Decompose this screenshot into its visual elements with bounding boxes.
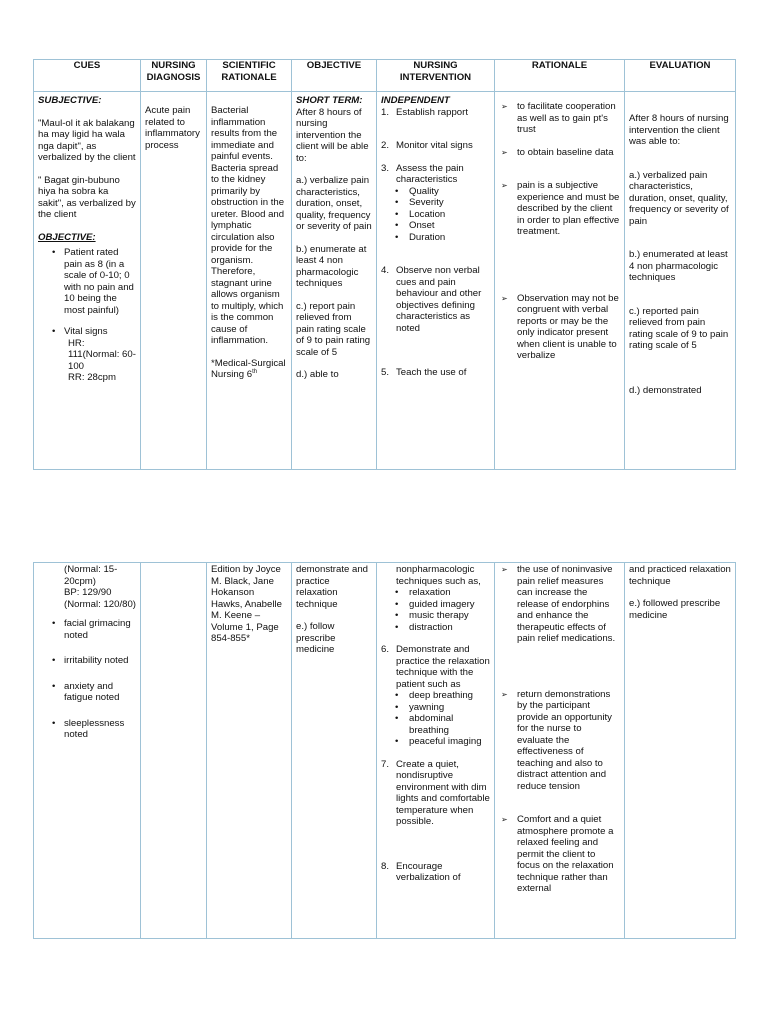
table-row — [34, 563, 736, 939]
independent-label: INDEPENDENT — [381, 95, 450, 106]
subjective-quote-2: " Bagat gin-bubuno hiya ha sobra ka sakit", as verbalized by the client — [38, 174, 136, 220]
scientific-rationale-cell — [207, 563, 292, 939]
rationale-cell — [495, 563, 625, 939]
objective-intro: After 8 hours of nursing intervention the client will be able to: — [296, 106, 369, 164]
care-plan-table-page-1 — [33, 59, 736, 470]
evaluation-e: e.) followed prescribe medicine — [629, 598, 721, 621]
nursing-diagnosis-text: Acute pain related to inflammatory process — [145, 105, 200, 151]
intervention-cell — [377, 563, 495, 939]
objective-cues-label: OBJECTIVE: — [38, 231, 96, 243]
evaluation-cell — [625, 92, 736, 470]
evaluation-b: b.) enumerated at least 4 non pharmacologic techniques — [629, 249, 728, 283]
list-item: • music therapy — [409, 610, 490, 622]
short-term-label: SHORT TERM: — [296, 95, 363, 106]
objective-cues-list — [38, 247, 136, 384]
header-evaluation: EVALUATION — [625, 60, 736, 92]
scientific-rationale-cell — [207, 92, 292, 470]
intervention-1: 1. Establish rapport — [381, 106, 468, 118]
list-item: • irritability noted — [64, 655, 136, 667]
list-item: • anxiety and fatigue noted — [64, 681, 136, 704]
nonpharmacologic-list — [381, 587, 490, 633]
list-item: • guided imagery — [409, 599, 490, 611]
list-item: • Patient rated pain as 8 (in a scale of 0-10; 0 with no pain and 10 being the most painful) — [64, 247, 136, 316]
evaluation-d: d.) demonstrated — [629, 384, 702, 396]
objective-b: b.) enumerate at least 4 non pharmacologic techniques — [296, 243, 367, 289]
heart-rate: HR: 111(Normal: 60-100 — [68, 337, 136, 372]
list-item: • sleeplessness noted — [64, 718, 136, 741]
vital-signs-label: Vital signs — [64, 326, 108, 337]
subjective-label: SUBJECTIVE: — [38, 95, 102, 106]
intervention-6: 6. Demonstrate and practice the relaxation technique with the patient such as — [381, 644, 490, 690]
header-nursing-intervention: NURSING INTERVENTION — [377, 60, 495, 92]
header-rationale: RATIONALE — [495, 60, 625, 92]
objective-c: c.) report pain relieved from pain rating scale of 9 to pain rating scale of 5 — [296, 300, 371, 358]
evaluation-d-cont: and practiced relaxation technique — [629, 564, 731, 587]
rr-normal: (Normal: 15-20cpm) — [64, 564, 118, 587]
list-item: • abdominal breathing — [409, 713, 490, 736]
header-cues: CUES — [34, 60, 141, 92]
list-item: • Severity — [409, 197, 490, 209]
reference-text: Edition by Joyce M. Black, Jane Hokanson Hawks, Anabelle M. Keene – Volume 1, Page 854-855* — [211, 564, 282, 644]
list-item: • Duration — [409, 232, 490, 244]
diagnosis-cell — [141, 563, 207, 939]
evaluation-c: c.) reported pain relieved from pain rating scale of 9 to pain rating scale of 5 — [629, 305, 729, 351]
cues-cell — [34, 92, 141, 470]
rationale-cell — [495, 92, 625, 470]
list-item: • facial grimacing noted — [64, 618, 136, 641]
list-item: • distraction — [409, 622, 490, 634]
intervention-2: 2. Monitor vital signs — [381, 140, 473, 151]
blood-pressure: BP: 129/90 — [64, 587, 112, 598]
bp-normal: (Normal: 120/80) — [64, 598, 136, 610]
cues-cell — [34, 563, 141, 939]
rationale-6: ➢ return demonstrations by the participant provide an opportunity for the nurse to evaluate the effectiveness of teaching and also to distract attention and reduce tension — [499, 689, 620, 793]
list-item: • deep breathing — [409, 690, 490, 702]
header-row — [34, 60, 736, 92]
objective-cell — [292, 92, 377, 470]
objective-e: e.) follow prescribe medicine — [296, 621, 336, 655]
intervention-cell — [377, 92, 495, 470]
scientific-rationale-text: Bacterial inflammation results from the immediate and painful events. Bacteria spread to the kidney primarily by obstruction in the ureter. Blood and lymphatic circulation also provide for the organism. Therefore, stagnant urine allows organism to multiply, which is the common cause of inflammation. — [211, 105, 285, 346]
intervention-8: 8. Encourage verbalization of — [381, 860, 461, 883]
list-item: • yawning — [409, 702, 490, 714]
pain-characteristics-list — [381, 186, 490, 244]
respiratory-rate: RR: 28cpm — [68, 372, 116, 383]
rationale-7: ➢ Comfort and a quiet atmosphere promote a relaxed feeling and permit the client to focus on the relaxation technique rather than external — [499, 814, 620, 895]
relaxation-techniques-list — [381, 690, 490, 748]
reference-text: *Medical-Surgical Nursing 6th — [211, 357, 286, 381]
list-item — [64, 326, 136, 384]
header-scientific-rationale: SCIENTIFIC RATIONALE — [207, 60, 292, 92]
objective-cues-list — [38, 618, 136, 741]
evaluation-intro: After 8 hours of nursing intervention the client was able to: — [629, 113, 729, 147]
table-row — [34, 92, 736, 470]
intervention-7: 7. Create a quiet, nondisruptive environment with dim lights and comfortable temperature when possible. — [381, 758, 490, 827]
header-nursing-diagnosis: NURSING DIAGNOSIS — [141, 60, 207, 92]
objective-cell — [292, 563, 377, 939]
objective-a: a.) verbalize pain characteristics, duration, onset, quality, frequency or severity of pain — [296, 175, 372, 232]
rationale-1: ➢ to facilitate cooperation as well as to gain pt's trust — [499, 101, 620, 136]
rationale-3: ➢ pain is a subjective experience and must be described by the client in order to plan effective treatment. — [499, 180, 620, 238]
evaluation-a: a.) verbalized pain characteristics, duration, onset, quality, frequency or severity of pain — [629, 169, 729, 227]
objective-d-cont: demonstrate and practice relaxation technique — [296, 564, 368, 610]
care-plan-table-page-2 — [33, 562, 736, 939]
header-objective: OBJECTIVE — [292, 60, 377, 92]
intervention-5: 5. Teach the use of — [381, 367, 467, 378]
intervention-5-cont: nonpharmacologic techniques such as, — [396, 564, 481, 587]
intervention-4: 4. Observe non verbal cues and pain behaviour and other objectives defining characteristics as noted — [381, 265, 482, 334]
objective-d: d.) able to — [296, 369, 339, 380]
intervention-3: 3. Assess the pain characteristics — [381, 162, 464, 185]
list-item: • Onset — [409, 220, 490, 232]
rationale-2: ➢ to obtain baseline data — [499, 147, 620, 159]
list-item: • relaxation — [409, 587, 490, 599]
evaluation-cell — [625, 563, 736, 939]
diagnosis-cell — [141, 92, 207, 470]
rationale-4: ➢ Observation may not be congruent with verbal reports or may be the only indicator present when client is unable to verbalize — [499, 293, 620, 362]
list-item: • Location — [409, 209, 490, 221]
rationale-5: ➢ the use of noninvasive pain relief measures can increase the release of endorphins and enhance the therapeutic effects of pain relief medications. — [499, 564, 620, 645]
list-item: • Quality — [409, 186, 490, 198]
subjective-quote-1: "Maul-ol it ak balakang ha may ligid ha wala nga dapit", as verbalized by the client — [38, 117, 136, 163]
list-item: • peaceful imaging — [409, 736, 490, 748]
